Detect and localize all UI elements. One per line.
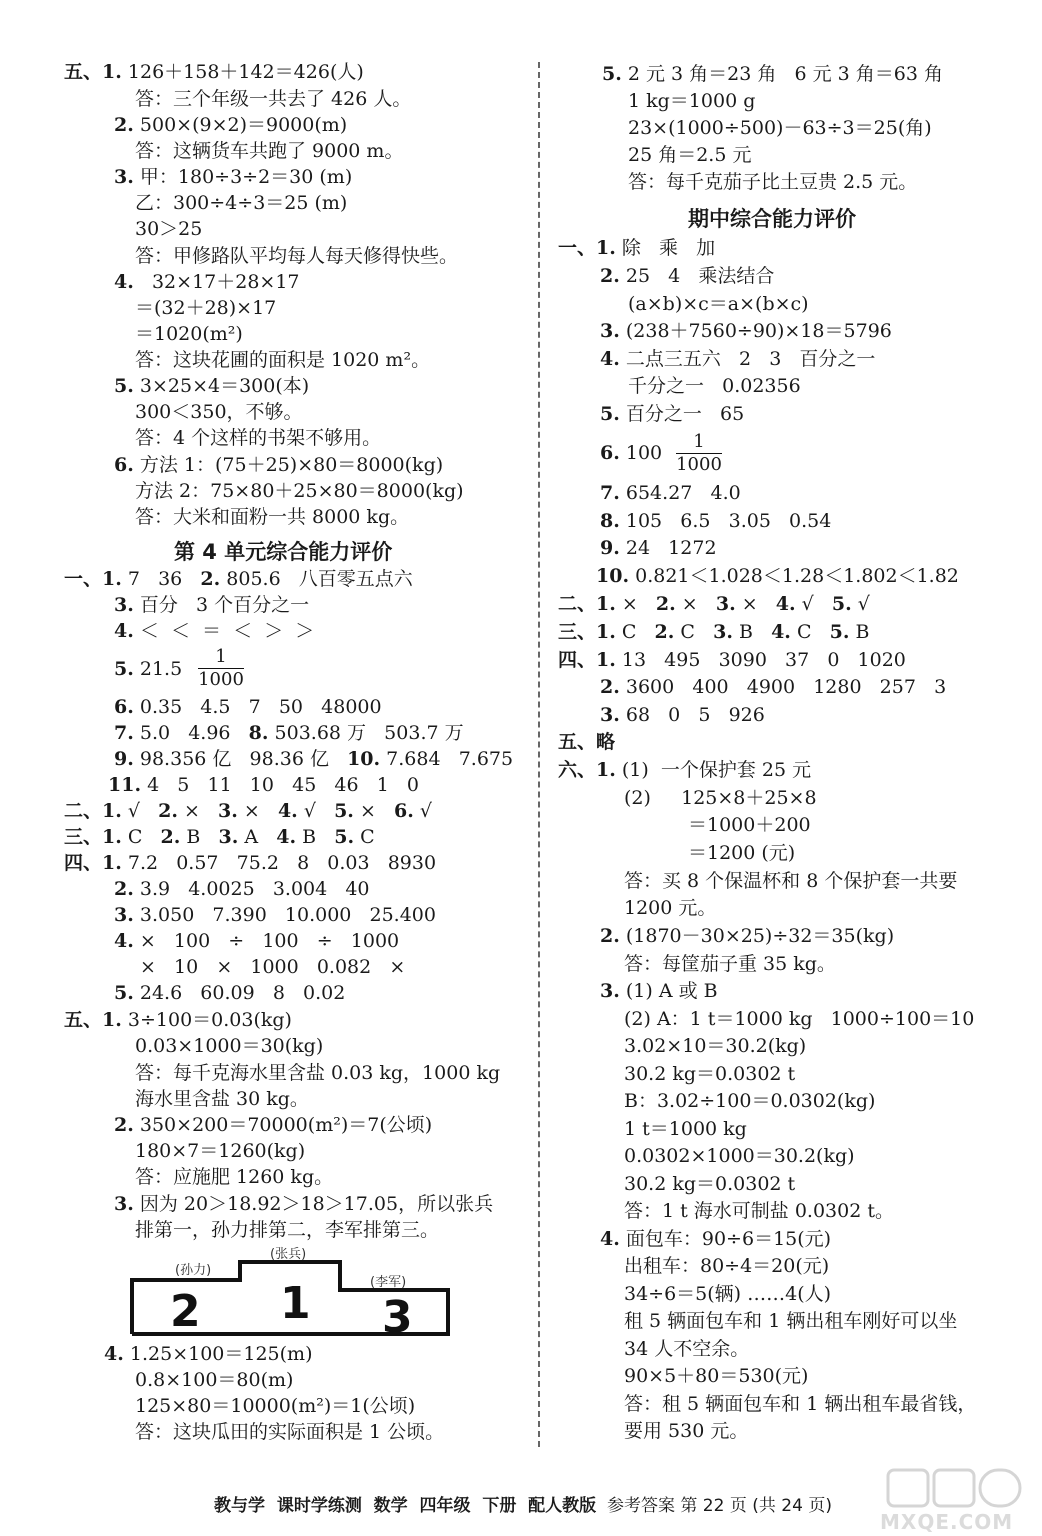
answer-line: 23×(1000÷500)－63÷3＝25(角) — [628, 117, 932, 139]
answer-line: ＝1020(m²) — [135, 323, 243, 345]
third-place-name: (李军) — [370, 1275, 407, 1290]
answer-line: 二、1. × 2. × 3. × 4. √ 5. √ — [558, 593, 870, 615]
third-place-number: 3 — [382, 1292, 413, 1336]
answer-line: 方法 2：75×80＋25×80＝8000(kg) — [135, 480, 464, 502]
page-number: 第 22 页 (共 24 页) — [680, 1496, 832, 1516]
answer-line: 0.03×1000＝30(kg) — [135, 1035, 324, 1057]
answer-line: 2. 3600 400 4900 1280 257 3 — [600, 676, 947, 698]
answer-line: 3. 68 0 5 926 — [600, 704, 765, 726]
answer-line: × 10 × 1000 0.082 × — [140, 956, 406, 978]
answer-line: 2. 3.9 4.0025 3.004 40 — [114, 878, 370, 900]
answer-line: B：3.02÷100＝0.0302(kg) — [624, 1090, 876, 1112]
answer-line: 答：租 5 辆面包车和 1 辆出租车最省钱， — [624, 1393, 977, 1415]
answer-line: 答：这块瓜田的实际面积是 1 公顷。 — [135, 1421, 445, 1443]
answer-line: 2. (1870－30×25)÷32＝35(kg) — [600, 925, 895, 947]
answer-line: 6. 0.35 4.5 7 50 48000 — [114, 696, 382, 718]
answer-line: 4. 32×17＋28×17 — [114, 271, 300, 293]
answer-line: 300＜350，不够。 — [135, 401, 303, 423]
answer-line: 10. 0.821＜1.028＜1.28＜1.802＜1.82 — [596, 565, 959, 587]
answer-line: 答：这辆货车共跑了 9000 m。 — [135, 140, 404, 162]
answer-line: 180×7＝1260(kg) — [135, 1140, 306, 1162]
fraction: 1 1000 — [676, 431, 722, 475]
answer-line: 答：甲修路队平均每人每天修得快些。 — [135, 245, 459, 267]
answer-label: 参考答案 — [607, 1496, 675, 1516]
answer-line: 排第一，孙力排第二，李军排第三。 — [135, 1219, 440, 1241]
answer-line: ＝1200 (元) — [688, 842, 796, 864]
answer-line: 乙：300÷4÷3＝25 (m) — [135, 192, 348, 214]
answer-line: 答：每筐茄子重 35 kg。 — [624, 953, 836, 975]
answer-line: 2. 500×(9×2)＝9000(m) — [114, 114, 348, 136]
answer-line: 8. 105 6.5 3.05 0.54 — [600, 510, 832, 532]
answer-line: 4. 1.25×100＝125(m) — [104, 1343, 313, 1365]
answer-line: 千分之一 0.02356 — [628, 375, 801, 397]
watermark-logo — [880, 1466, 1030, 1534]
answer-line: 出租车：80÷4＝20(元) — [624, 1255, 830, 1277]
podium-diagram — [130, 1246, 450, 1336]
answer-line: 1200 元。 — [624, 897, 717, 919]
answer-line: 五、1. 126＋158＋142＝426(人) — [64, 61, 364, 83]
answer-line: 3.02×10＝30.2(kg) — [624, 1035, 807, 1057]
answer-line: 答：每千克茄子比土豆贵 2.5 元。 — [628, 171, 918, 193]
answer-line: 34÷6＝5(辆) ……4(人) — [624, 1283, 832, 1305]
answer-line: 11. 4 5 11 10 45 46 1 0 — [108, 774, 419, 796]
answer-line: 3. 百分 3 个百分之一 — [114, 594, 310, 616]
answer-line: 4. ＜ ＜ ＝ ＜ ＞ ＞ — [114, 620, 315, 642]
answer-line: 5. 百分之一 65 — [600, 403, 745, 425]
first-place-name: (张兵) — [270, 1247, 307, 1262]
answer-line: ＝1000＋200 — [688, 814, 811, 836]
answer-line: 34 人不空余。 — [624, 1338, 750, 1360]
answer-line: 9. 98.356 亿 98.36 亿 10. 7.684 7.675 — [114, 748, 514, 770]
watermark-icon — [880, 1466, 1030, 1512]
section-heading: 第 4 单元综合能力评价 — [174, 540, 393, 564]
answer-line: 五、1. 3÷100＝0.03(kg) — [64, 1009, 292, 1031]
answer-line: 三、1. C 2. C 3. B 4. C 5. B — [558, 621, 870, 643]
answer-line: 3. 因为 20＞18.92＞18＞17.05，所以张兵 — [114, 1193, 494, 1215]
answer-line: 答：这块花圃的面积是 1020 m²。 — [135, 349, 431, 371]
answer-line: 5. 3×25×4＝300(本) — [114, 375, 310, 397]
answer-line: 3. (238＋7560÷90)×18＝5796 — [600, 320, 892, 342]
answer-line: 3. (1) A 或 B — [600, 980, 718, 1002]
answer-line: 二、1. √ 2. × 3. × 4. √ 5. × 6. √ — [64, 800, 432, 822]
answer-line: 7. 5.0 4.96 8. 503.68 万 503.7 万 — [114, 722, 464, 744]
answer-line: 答：大米和面粉一共 8000 kg。 — [135, 506, 410, 528]
answer-line: (a×b)×c＝a×(b×c) — [628, 293, 809, 315]
answer-line: 2. 350×200＝70000(m²)＝7(公顷) — [114, 1114, 433, 1136]
answer-line: 2. 25 4 乘法结合 — [600, 265, 775, 287]
answer-line: 答：1 t 海水可制盐 0.0302 t。 — [624, 1200, 894, 1222]
answer-line: 答：每千克海水里含盐 0.03 kg，1000 kg — [135, 1062, 501, 1084]
answer-line: 答：应施肥 1260 kg。 — [135, 1166, 334, 1188]
answer-line: 30.2 kg＝0.0302 t — [624, 1063, 796, 1085]
answer-line: 3. 甲：180÷3÷2＝30 (m) — [114, 166, 353, 188]
answer-line: 要用 530 元。 — [624, 1420, 749, 1442]
section-heading: 期中综合能力评价 — [688, 207, 856, 231]
answer-line: (2) A：1 t＝1000 kg 1000÷100＝10 — [624, 1008, 975, 1030]
answer-line: 答：买 8 个保温杯和 8 个保护套一共要 — [624, 870, 958, 892]
second-place-name: (孙力) — [175, 1263, 212, 1278]
answer-line: 三、1. C 2. B 3. A 4. B 5. C — [64, 826, 375, 848]
answer-line: 答：4 个这样的书架不够用。 — [135, 427, 382, 449]
answer-line: 125×80＝10000(m²)＝1(公顷) — [135, 1395, 416, 1417]
answer-line: 7. 654.27 4.0 — [600, 482, 741, 504]
answer-line: 0.0302×1000＝30.2(kg) — [624, 1145, 855, 1167]
answer-line: 9. 24 1272 — [600, 537, 717, 559]
answer-line: 答：三个年级一共去了 426 人。 — [135, 88, 412, 110]
answer-line: 4. 面包车：90÷6＝15(元) — [600, 1228, 832, 1250]
answer-line: 4. 二点三五六 2 3 百分之一 — [600, 348, 876, 370]
answer-line: 5. 2 元 3 角＝23 角 6 元 3 角＝63 角 — [602, 63, 944, 85]
answer-line: (2) 125×8＋25×8 — [624, 787, 817, 809]
answer-line: 海水里含盐 30 kg。 — [135, 1088, 309, 1110]
page-footer — [214, 1491, 832, 1516]
answer-line: 3. 3.050 7.390 10.000 25.400 — [114, 904, 436, 926]
fraction: 1 1000 — [198, 646, 244, 690]
answer-line: 0.8×100＝80(m) — [135, 1369, 294, 1391]
answer-line: 5. 24.6 60.09 8 0.02 — [114, 982, 346, 1004]
answer-line: 5. 21.5 — [114, 658, 183, 680]
answer-line: 1 kg＝1000 g — [628, 90, 756, 112]
answer-line: 30＞25 — [135, 218, 203, 240]
second-place-number: 2 — [170, 1286, 201, 1336]
answer-line: 六、1. (1) 一个保护套 25 元 — [558, 759, 812, 781]
answer-line: 四、1. 7.2 0.57 75.2 8 0.03 8930 — [64, 852, 437, 874]
watermark-text: MXQE.COM — [880, 1510, 1014, 1534]
answer-line: 五、略 — [558, 731, 616, 753]
answer-line: 1 t＝1000 kg — [624, 1118, 747, 1140]
answer-line: 25 角＝2.5 元 — [628, 144, 752, 166]
answer-line: ＝(32＋28)×17 — [135, 297, 277, 319]
answer-line: 6. 100 — [600, 442, 663, 464]
answer-line: 4. × 100 ÷ 100 ÷ 1000 — [114, 930, 400, 952]
column-divider — [538, 62, 540, 1447]
book-series: 教与学 课时学练测 数学 四年级 下册 配人教版 — [214, 1496, 597, 1516]
answer-line: 30.2 kg＝0.0302 t — [624, 1173, 796, 1195]
answer-line: 90×5＋80＝530(元) — [624, 1365, 809, 1387]
answer-line: 6. 方法 1：(75＋25)×80＝8000(kg) — [114, 454, 444, 476]
answer-line: 四、1. 13 495 3090 37 0 1020 — [558, 649, 906, 671]
first-place-number: 1 — [280, 1278, 311, 1329]
answer-line: 一、1. 除 乘 加 — [558, 237, 716, 259]
answer-line: 租 5 辆面包车和 1 辆出租车刚好可以坐 — [624, 1310, 958, 1332]
answer-line: 一、1. 7 36 2. 805.6 八百零五点六 — [64, 568, 413, 590]
